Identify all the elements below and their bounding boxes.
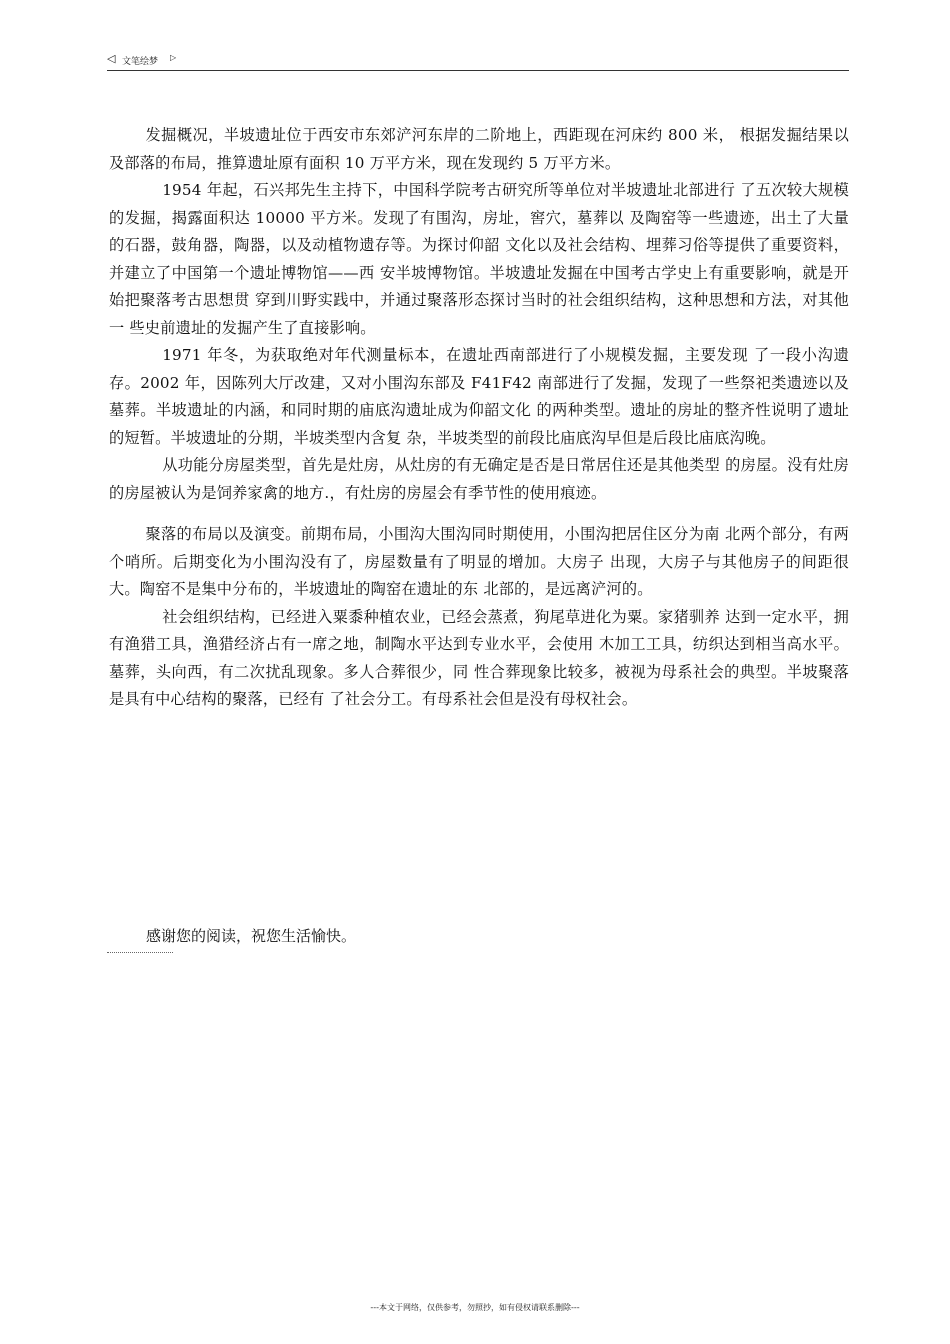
paragraph-settlement-layout: 聚落的布局以及演变。前期布局，小围沟大围沟同时期使用，小围沟把居住区分为南 北两个部分，有两个哨所。后期变化为小围沟没有了，房屋数量有了明显的增加。大房子 出现，大房子与其他房子的间距很大。陶窑不是集中分布的，半坡遗址的陶窑在遗址的东 北部的，是远离浐河的。 bbox=[109, 525, 849, 598]
paragraph-social-structure: 社会组织结构，已经进入粟黍种植农业，已经会蒸煮，狗尾草进化为粟。家猪驯养 达到一定水平，拥有渔猎工具，渔猎经济占有一席之地，制陶水平达到专业水平，会使用 木加工工具，纺织达到相当高水平。墓葬，头向西，有二次扰乱现象。多人合葬很少，同 性合葬现象比较多，被视为母系社会的典型。半坡聚落是具有中心结构的聚落，已经有 了社会分工。有母系社会但是没有母权社会。 bbox=[109, 607, 849, 708]
triangle-left-icon: ◁ bbox=[107, 52, 116, 65]
paragraph-1971-excavation: 1971 年冬，为获取绝对年代测量标本，在遗址西南部进行了小规模发掘，主要发现 了一段小沟遗存。2002 年，因陈列大厅改建，又对小围沟东部及 F41F42 南部进行了发掘，发现了一些祭祀类遗迹以及墓葬。半坡遗址的内涵，和同时期的庙底沟遗址成为仰韶文化 的两种类型。遗址的房址的整齐性说明了遗址的短暂。半坡遗址的分期，半坡类型内含复 杂，半坡类型的前段比庙底沟早但是后段比庙底沟晚。 bbox=[109, 346, 849, 447]
page-header bbox=[107, 50, 849, 71]
header-title: 文笔绘梦 bbox=[122, 57, 159, 67]
paragraph-1954-excavation: 1954 年起，石兴邦先生主持下，中国科学院考古研究所等单位对半坡遗址北部进行 了五次较大规模的发掘，揭露面积达 10000 平方米。发现了有围沟，房址，窖穴，墓葬以 及陶窑等一些遗迹，出土了大量的石器，鼓角器，陶器，以及动植物遗存等。为探讨仰韶 文化以及社会结构、埋葬习俗等提供了重要资料，并建立了中国第一个遗址博物馆——西 安半坡博物馆。半坡遗址发掘在中国考古学史上有重要影响，就是开始把聚落考古思想贯 穿到川野实践中，并通过聚落形态探讨当时的社会组织结构，这种思想和方法，对其他一 些史前遗址的发掘产生了直接影响。 bbox=[109, 181, 849, 337]
document-body bbox=[109, 122, 849, 714]
closing-divider bbox=[107, 952, 173, 953]
paragraph-house-types: 从功能分房屋类型，首先是灶房，从灶房的有无确定是否是日常居住还是其他类型 的房屋。没有灶房的房屋被认为是饲养家禽的地方.，有灶房的房屋会有季节性的使用痕迹。 bbox=[109, 456, 849, 502]
closing-text: 感谢您的阅读，祝您生活愉快。 bbox=[146, 927, 357, 945]
page-footer: ---本文于网络，仅供参考，勿照抄，如有侵权请联系删除--- bbox=[370, 1303, 580, 1312]
triangle-right-icon: ▷ bbox=[170, 53, 177, 62]
paragraph-excavation-overview: 发掘概况，半坡遗址位于西安市东郊浐河东岸的二阶地上，西距现在河床约 800 米， 根据发掘结果以及部落的布局，推算遗址原有面积 10 万平方米，现在发现约 5 万平方米。 bbox=[109, 126, 849, 172]
